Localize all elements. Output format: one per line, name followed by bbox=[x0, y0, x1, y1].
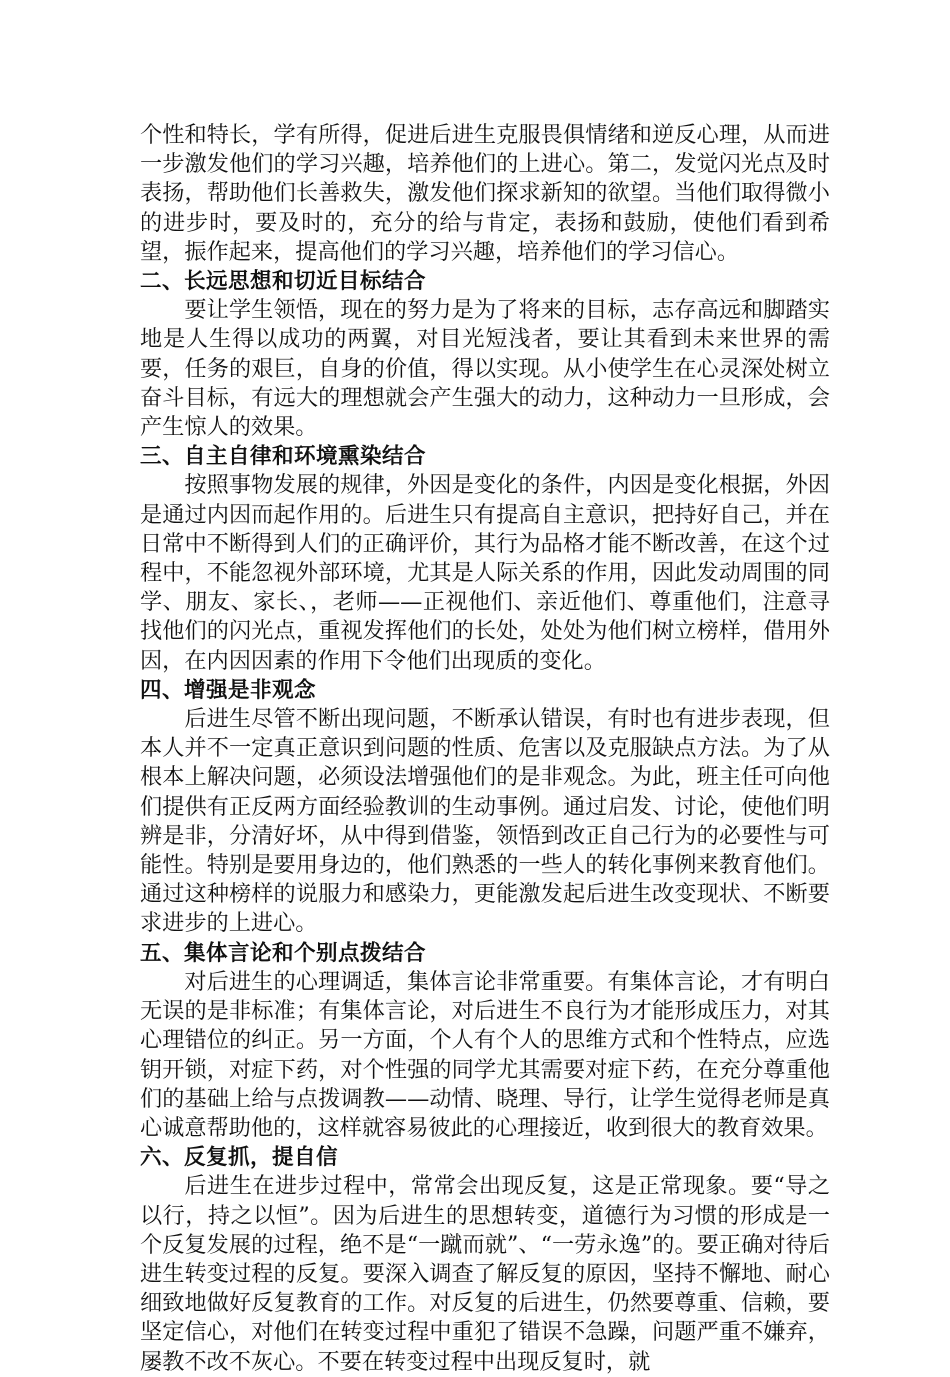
paragraph-section-4: 后进生尽管不断出现问题，不断承认错误，有时也有进步表现，但本人并不一定真正意识到问题的性质、危害以及克服缺点方法。为了从根本上解决问题，必须设法增强他们的是非观念。为此，班主任可向他们提供有正反两方面经验教训的生动事例。通过启发、讨论，使他们明辨是非，分清好坏，从中得到借鉴，领悟到改正自己行为的必要性与可能性。特别是要用身边的，他们熟悉的一些人的转化事例来教育他们。通过这种榜样的说服力和感染力，更能激发起后进生改变现状、不断要求进步的上进心。 bbox=[140, 706, 830, 937]
section-heading-4: 四、增强是非观念 bbox=[140, 677, 317, 703]
paragraph-section-5: 对后进生的心理调适，集体言论非常重要。有集体言论，才有明白无误的是非标准；有集体言论，对后进生不良行为才能形成压力，对其心理错位的纠正。另一方面，个人有个人的思维方式和个性特点，应选钥开锁，对症下药，对个性强的同学尤其需要对症下药，在充分尊重他们的基础上给与点拨调教——动情、晓理、导行，让学生觉得老师是真心诚意帮助他的，这样就容易彼此的心理接近，收到很大的教育效果。 bbox=[140, 968, 830, 1141]
section-heading-5: 五、集体言论和个别点拨结合 bbox=[140, 940, 427, 966]
paragraph-section-6: 后进生在进步过程中，常常会出现反复，这是正常现象。要“导之以行，持之以恒”。因为后进生的思想转变，道德行为习惯的形成是一个反复发展的过程，绝不是“一蹴而就”、“一劳永逸”的。要正确对待后进生转变过程的反复。要深入调查了解反复的原因，坚持不懈地、耐心细致地做好反复教育的工作。对反复的后进生，仍然要尊重、信赖，要坚定信心，对他们在转变过程中重犯了错误不急躁，问题严重不嫌弃，屡教不改不灰心。不要在转变过程中出现反复时，就 bbox=[140, 1173, 830, 1375]
paragraph-section-3: 按照事物发展的规律，外因是变化的条件，内因是变化根据，外因是通过内因而起作用的。后进生只有提高自主意识，把持好自己，并在日常中不断得到人们的正确评价，其行为品格才能不断改善，在这个过程中，不能忽视外部环境，尤其是人际关系的作用，因此发动周围的同学、朋友、家长、，老师——正视他们、亲近他们、尊重他们，注意寻找他们的闪光点，重视发挥他们的长处，处处为他们树立榜样，借用外因，在内因因素的作用下令他们出现质的变化。 bbox=[140, 472, 830, 674]
document-body bbox=[140, 121, 830, 1377]
section-heading-6: 六、反复抓，提自信 bbox=[140, 1145, 339, 1171]
section-heading-3: 三、自主自律和环境熏染结合 bbox=[140, 444, 427, 470]
section-heading-2: 二、长远思想和切近目标结合 bbox=[140, 269, 427, 295]
paragraph-section-2: 要让学生领悟，现在的努力是为了将来的目标，志存高远和脚踏实地是人生得以成功的两翼，对目光短浅者，要让其看到未来世界的需要，任务的艰巨，自身的价值，得以实现。从小使学生在心灵深处树立奋斗目标，有远大的理想就会产生强大的动力，这种动力一旦形成，会产生惊人的效果。 bbox=[140, 297, 830, 441]
paragraph-intro: 个性和特长，学有所得，促进后进生克服畏俱情绪和逆反心理，从而进一步激发他们的学习兴趣，培养他们的上进心。第二，发觉闪光点及时表扬，帮助他们长善救失，激发他们探求新知的欲望。当他们取得微小的进步时，要及时的，充分的给与肯定，表扬和鼓励，使他们看到希望，振作起来，提高他们的学习兴趣，培养他们的学习信心。 bbox=[140, 122, 830, 265]
